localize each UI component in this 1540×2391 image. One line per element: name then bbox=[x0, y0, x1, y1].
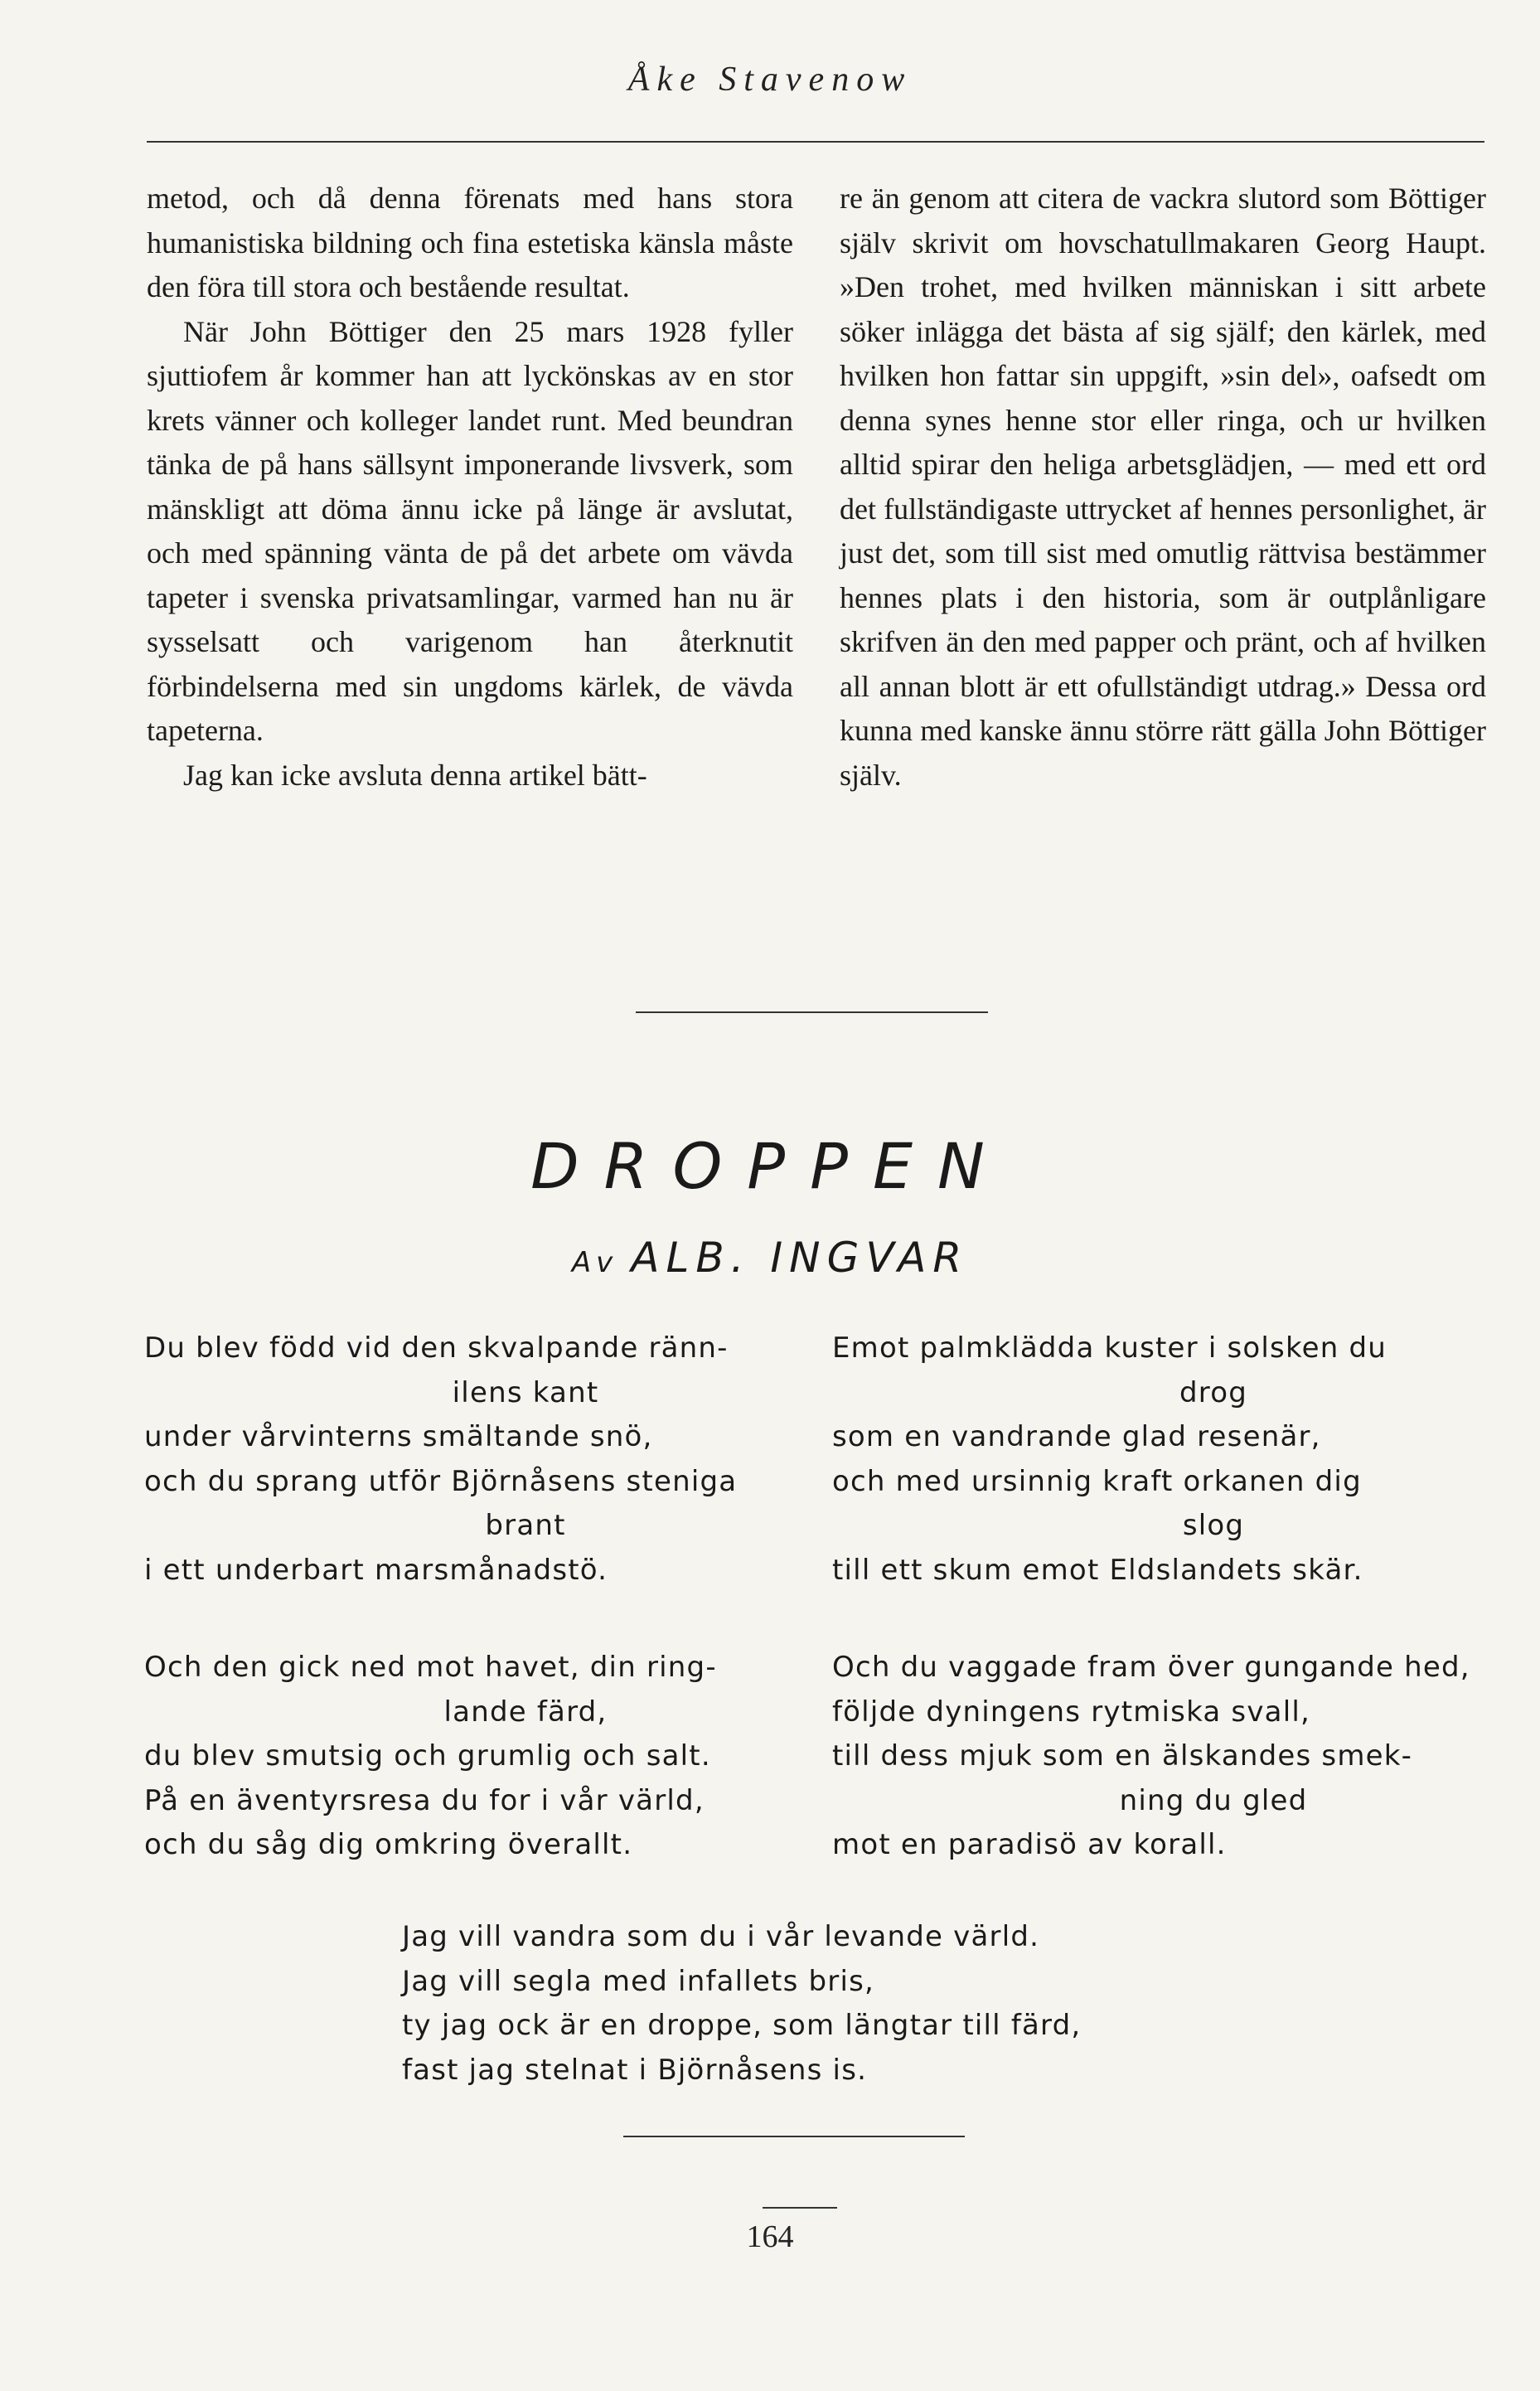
poem-line: och du sprang utför Björnåsens steniga bbox=[144, 1464, 738, 1498]
poem-end-rule bbox=[623, 2136, 965, 2137]
poem-byline bbox=[0, 1234, 1540, 1282]
poem-line-continuation: ning du gled bbox=[1119, 1783, 1308, 1817]
poem-line: Jag vill vandra som du i vår levande värld. bbox=[402, 1920, 1040, 1953]
poem-line: Jag vill segla med infallets bris, bbox=[402, 1964, 875, 1998]
poem-line-continuation: brant bbox=[485, 1509, 566, 1542]
poem-line: till ett skum emot Eldslandets skär. bbox=[832, 1553, 1363, 1587]
byline-prefix: Av bbox=[571, 1246, 618, 1279]
poem-stanza-1 bbox=[144, 1326, 791, 1593]
poem-line-continuation: lande färd, bbox=[443, 1695, 608, 1729]
poem-line: som en vandrande glad resenär, bbox=[832, 1420, 1321, 1453]
poem-line: Och den gick ned mot havet, din ring- bbox=[144, 1651, 717, 1684]
poem-line: och du såg dig omkring överallt. bbox=[144, 1828, 633, 1861]
poem-line: mot en paradisö av korall. bbox=[832, 1828, 1227, 1861]
poem-stanza-5 bbox=[402, 1915, 1082, 2093]
poem-line: följde dyningens rytmiska svall, bbox=[832, 1695, 1311, 1729]
section-divider bbox=[636, 1011, 988, 1013]
poem-line: Emot palmklädda kuster i solsken du bbox=[832, 1331, 1387, 1365]
article-paragraph: metod, och då denna förenats med hans stora humanistiska bildning och fina estetiska känsla måste den föra till stora och bestående resultat. bbox=[147, 182, 793, 303]
page-number-rule bbox=[763, 2207, 837, 2209]
poem-stanza-2 bbox=[832, 1326, 1479, 1593]
page-number: 164 bbox=[746, 2219, 794, 2254]
header-rule bbox=[147, 141, 1484, 143]
poem-line: och med ursinnig kraft orkanen dig bbox=[832, 1464, 1362, 1498]
running-header: Åke Stavenow bbox=[627, 61, 913, 99]
poem-line-continuation: ilens kant bbox=[452, 1375, 599, 1409]
poem-line: Och du vaggade fram över gungande hed, bbox=[832, 1651, 1470, 1684]
poem-line: På en äventyrsresa du for i vår värld, bbox=[144, 1783, 705, 1817]
article-paragraph: Jag kan icke avsluta denna artikel bätt- bbox=[183, 758, 647, 792]
poem-line: under vårvinterns smältande snö, bbox=[144, 1420, 653, 1453]
article-column-right bbox=[840, 177, 1486, 798]
article-paragraph: När John Böttiger den 25 mars 1928 fyller sjuttiofem år kommer han att lyckönskas av en stor krets vänner och kolleger landet runt. Med beundran tänka de på hans sällsynt imponerande livsverk, som mänskligt att döma ännu icke på länge är avslutat, och med spänning vänta de på det arbete om vävda tapeter i svenska privatsamlingar, varmed han nu är sysselsatt och varigenom han återknutit förbindelserna med sin ungdoms kärlek, de vävda tapeterna. bbox=[147, 314, 793, 747]
poem-line: till dess mjuk som en älskandes smek- bbox=[832, 1739, 1413, 1773]
poem-stanza-3 bbox=[144, 1646, 791, 1868]
poem-line: fast jag stelnat i Björnåsens is. bbox=[402, 2053, 868, 2087]
poem-line: Du blev född vid den skvalpande ränn- bbox=[144, 1331, 729, 1365]
poem-line: ty jag ock är en droppe, som längtar till färd, bbox=[402, 2009, 1082, 2042]
poem-line: du blev smutsig och grumlig och salt. bbox=[144, 1739, 711, 1773]
article-column-left bbox=[147, 177, 793, 798]
poem-line: i ett underbart marsmånadstö. bbox=[144, 1553, 608, 1587]
poem-author: ALB. INGVAR bbox=[631, 1234, 969, 1282]
poem-stanza-4 bbox=[832, 1646, 1479, 1868]
poem-title: DROPPEN bbox=[530, 1129, 1010, 1203]
article-paragraph: re än genom att citera de vackra slutord som Böttiger själv skrivit om hovschatullmakaren Georg Haupt. »Den trohet, med hvilken människan i sitt arbete söker inlägga det bästa af sig själf; den kärlek, med hvilken hon fattar sin uppgift, »sin del», oafsedt om denna synes henne stor eller ringa, och ur hvilken alltid spirar den heliga arbetsglädjen, — med ett ord det fullständigaste uttrycket af hennes personlighet, är just det, som till sist med omutlig rättvisa bestämmer hennes plats i den historia, som är outplånligare skrifven än den med papper och pränt, och af hvilken all annan blott är ett ofullständigt utdrag.» Dessa ord kunna med kanske ännu större rätt gälla John Böttiger själv. bbox=[840, 182, 1486, 792]
poem-line-continuation: drog bbox=[1179, 1375, 1247, 1409]
poem-line-continuation: slog bbox=[1182, 1509, 1245, 1542]
